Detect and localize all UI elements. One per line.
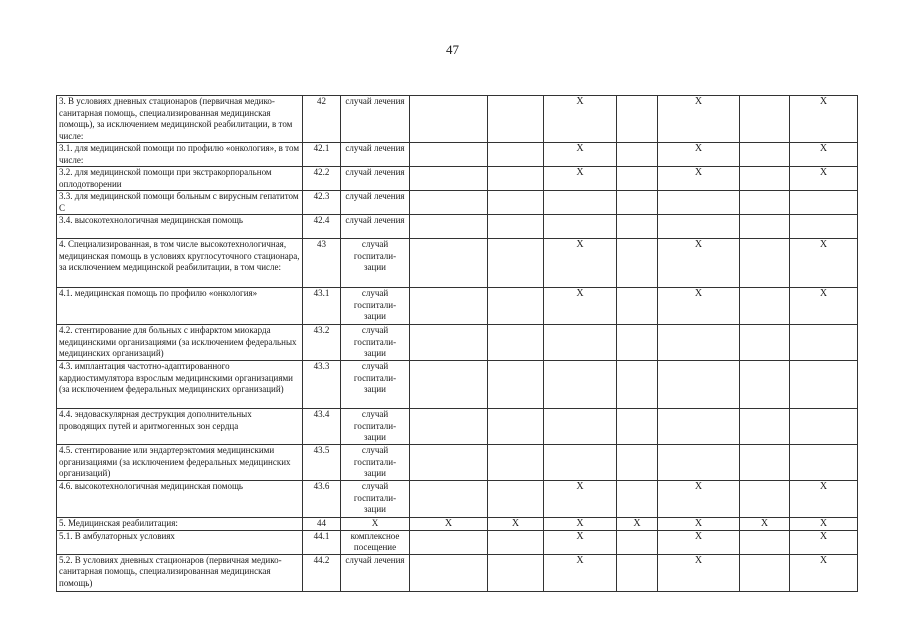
table-cell [410,530,488,554]
table-cell [617,239,658,288]
row-number: 42.1 [303,143,341,167]
row-name: 4.4. эндоваскулярная деструкция дополнительных проводящих путей и аритмогенных зон сердца [57,409,303,445]
table-cell [740,143,790,167]
table-cell [488,481,544,518]
table-cell [488,288,544,325]
table-cell [617,481,658,518]
row-name: 3. В условиях дневных стационаров (первичная медико-санитарная помощь, специализированная медицинская помощь), за исключением медицинской реабилитации, в том числе: [57,96,303,143]
row-unit: случай госпитали-зации [341,239,410,288]
table-cell [488,167,544,191]
table-cell: Х [790,554,858,591]
table-cell [544,215,617,239]
table-cell: Х [740,518,790,531]
row-unit: случай госпитали-зации [341,481,410,518]
table-cell: Х [658,167,740,191]
row-name: 4.3. имплантация частотно-адаптированного кардиостимулятора взрослым медицинскими организациями (за исключением федеральных медицинских организаций) [57,361,303,409]
table-row [57,288,858,325]
row-name: 4.1. медицинская помощь по профилю «онкология» [57,288,303,325]
table-row [57,409,858,445]
row-number: 43 [303,239,341,288]
table-cell: Х [544,481,617,518]
row-number: 42.2 [303,167,341,191]
table-cell [410,191,488,215]
table-row [57,554,858,591]
table-cell [410,143,488,167]
table-cell [410,361,488,409]
data-table [56,95,858,592]
row-name: 3.2. для медицинской помощи при экстракорпоральном оплодотворении [57,167,303,191]
row-number: 43.5 [303,445,341,481]
table-cell: Х [544,143,617,167]
row-name: 3.4. высокотехнологичная медицинская помощь [57,215,303,239]
row-number: 43.1 [303,288,341,325]
table-cell: Х [658,530,740,554]
table-cell: Х [544,518,617,531]
table-row [57,167,858,191]
table-cell [790,361,858,409]
table-cell [488,325,544,361]
table-cell [410,325,488,361]
table-cell [740,530,790,554]
table-cell [617,215,658,239]
table-cell [617,143,658,167]
table-row [57,325,858,361]
table-cell: Х [790,481,858,518]
table-cell [740,325,790,361]
table-cell [617,445,658,481]
table-cell [658,215,740,239]
table-cell [740,288,790,325]
row-name: 3.3. для медицинской помощи больным с вирусным гепатитом С [57,191,303,215]
row-unit: случай лечения [341,191,410,215]
table-row [57,445,858,481]
table-cell [740,554,790,591]
row-name: 5. Медицинская реабилитация: [57,518,303,531]
table-cell [658,361,740,409]
table-row [57,481,858,518]
table-row [57,518,858,531]
table-cell [410,288,488,325]
table-body [57,96,858,592]
row-number: 44 [303,518,341,531]
table-cell [544,409,617,445]
table-cell [790,215,858,239]
table-cell [544,325,617,361]
table-row [57,143,858,167]
table-cell [740,215,790,239]
row-name: 5.1. В амбулаторных условиях [57,530,303,554]
table-cell: Х [790,96,858,143]
table-cell [617,409,658,445]
table-cell: Х [544,96,617,143]
table-cell: Х [658,143,740,167]
table-cell [658,191,740,215]
table-cell: Х [790,143,858,167]
row-unit: случай госпитали-зации [341,325,410,361]
table-cell [617,361,658,409]
page-number: 47 [446,42,459,57]
table-cell: Х [544,288,617,325]
table-cell [790,409,858,445]
table-cell [488,554,544,591]
table-cell [617,288,658,325]
table-cell [488,445,544,481]
table-cell [617,325,658,361]
table-cell [740,361,790,409]
table-cell [740,409,790,445]
row-number: 44.1 [303,530,341,554]
row-name: 4.2. стентирование для больных с инфарктом миокарда медицинскими организациями (за исключением федеральных медицинских организаций) [57,325,303,361]
row-unit: случай госпитали-зации [341,445,410,481]
table-cell: Х [488,518,544,531]
table-cell: Х [790,288,858,325]
table-cell: Х [658,96,740,143]
table-cell: Х [544,530,617,554]
row-name: 4.5. стентирование или эндартерэктомия медицинскими организациями (за исключением федеральных медицинских организаций) [57,445,303,481]
row-unit: случай лечения [341,554,410,591]
table-cell [410,96,488,143]
row-number: 43.2 [303,325,341,361]
table-cell: Х [544,239,617,288]
table-cell: Х [790,167,858,191]
row-unit: Х [341,518,410,531]
table-cell [617,554,658,591]
row-name: 5.2. В условиях дневных стационаров (первичная медико-санитарная помощь, специализированная медицинская помощь) [57,554,303,591]
table-cell [410,409,488,445]
row-number: 43.3 [303,361,341,409]
row-number: 42.4 [303,215,341,239]
row-unit: случай лечения [341,96,410,143]
table-row [57,239,858,288]
row-name: 4. Специализированная, в том числе высокотехнологичная, медицинская помощь в условиях круглосуточного стационара, за исключением медицинской реабилитации, в том числе: [57,239,303,288]
table-cell: Х [658,288,740,325]
table-cell [410,554,488,591]
row-unit: случай лечения [341,143,410,167]
row-unit: случай лечения [341,167,410,191]
row-number: 42.3 [303,191,341,215]
table-row [57,215,858,239]
table-cell [488,215,544,239]
table-cell [488,96,544,143]
row-unit: случай лечения [341,215,410,239]
table-cell [410,481,488,518]
table-cell [410,215,488,239]
row-number: 43.6 [303,481,341,518]
table-cell: Х [658,518,740,531]
table-cell [544,191,617,215]
table-cell: Х [544,167,617,191]
table-cell [617,191,658,215]
table-cell: Х [410,518,488,531]
table-cell [488,143,544,167]
row-number: 42 [303,96,341,143]
table-cell [790,191,858,215]
row-unit: случай госпитали-зации [341,288,410,325]
table-cell [740,445,790,481]
table-cell [544,445,617,481]
row-unit: случай госпитали-зации [341,409,410,445]
table-cell [790,325,858,361]
table-cell [617,530,658,554]
table-cell [658,409,740,445]
row-name: 4.6. высокотехнологичная медицинская помощь [57,481,303,518]
table-cell [544,361,617,409]
row-unit: случай госпитали-зации [341,361,410,409]
row-number: 44.2 [303,554,341,591]
table-cell: Х [617,518,658,531]
row-name: 3.1. для медицинской помощи по профилю «онкология», в том числе: [57,143,303,167]
table-cell: Х [658,481,740,518]
table-cell [410,167,488,191]
table-cell: Х [658,239,740,288]
table-row [57,530,858,554]
table-cell [658,445,740,481]
table-cell [488,239,544,288]
table-cell [410,239,488,288]
table-cell: Х [790,530,858,554]
table-cell: Х [658,554,740,591]
table-cell [740,481,790,518]
table-cell [617,167,658,191]
table-cell [740,239,790,288]
table-row [57,361,858,409]
row-number: 43.4 [303,409,341,445]
table-cell [617,96,658,143]
row-unit: комплексное посещение [341,530,410,554]
table-cell [410,445,488,481]
table-cell: Х [790,518,858,531]
table-cell [488,191,544,215]
table-cell [740,167,790,191]
table-row [57,191,858,215]
table-row [57,96,858,143]
table-cell [740,191,790,215]
table-cell [658,325,740,361]
table-cell [488,361,544,409]
table-cell [488,409,544,445]
table-cell: Х [790,239,858,288]
table-cell: Х [544,554,617,591]
table-cell [790,445,858,481]
table-cell [740,96,790,143]
table-cell [488,530,544,554]
